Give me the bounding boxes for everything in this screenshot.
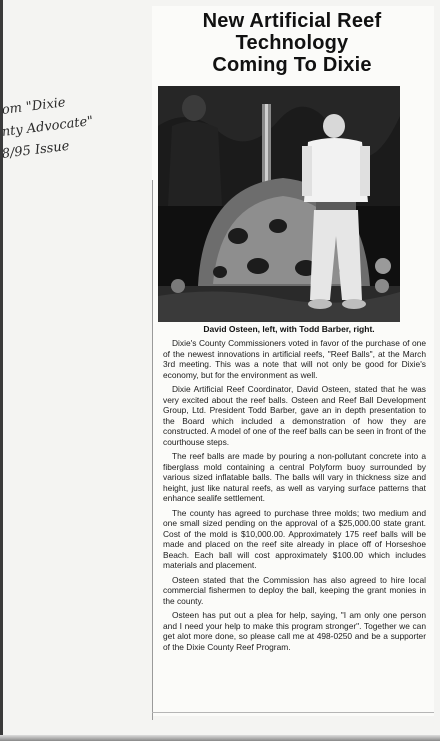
article-paragraph: Dixie's County Commissioners voted in favor of the purchase of one of the newest innovations in artificial reefs, "Reef Balls", at the March 3rd meeting. This was a note that will not only be good for Dixie's economy, but for the environment as well. xyxy=(163,338,426,380)
handwritten-line: om "Dixie xyxy=(1,95,67,118)
article-paragraph: The county has agreed to purchase three molds; two medium and one small sized pending on the approval of a $25,000.00 state grant. Cost of the mold is $10,000.00. Approximately 175 reef balls will be made and placed on the reef site already in place off of Horseshoe Beach. Each ball will cost approximately $100.00 which includes materials and placement. xyxy=(163,507,426,570)
handwritten-annotation xyxy=(0,95,150,166)
article-paragraph: Osteen has put out a plea for help, saying, "I am only one person and I need your help to make this program stronger". Together we can get alot more done, so please call me at 498-0250 and be a supporter of the Dixie County Reef Program. xyxy=(163,610,426,652)
headline-line: New Artificial Reef xyxy=(202,10,382,32)
handwritten-line: nty Advocate" xyxy=(1,113,95,140)
clipping-edge xyxy=(152,180,153,720)
photo-illustration xyxy=(158,86,400,322)
clipping-edge xyxy=(152,712,434,713)
article-headline xyxy=(158,10,426,76)
article-paragraph: Osteen stated that the Commission has also agreed to hire local commercial fishermen to deploy the ball, keeping the grant monies in the county. xyxy=(163,574,426,606)
photo-caption: David Osteen, left, with Todd Barber, right. xyxy=(203,324,375,334)
article-paragraph: Dixie Artificial Reef Coordinator, David Osteen, stated that he was very excited about the reef balls. Osteen and Reef Ball Development Group, Ltd. President Todd Barber, gave an in depth presentation to the Board which included a demonstration of how they are constructed. A model of one of the reef balls can be seen in front of the courthouse steps. xyxy=(163,384,426,447)
reef-ball-photo xyxy=(158,86,400,322)
headline-line: Technology xyxy=(235,32,349,54)
page-edge xyxy=(0,735,440,741)
headline-line: Coming To Dixie xyxy=(212,54,372,76)
handwritten-line: 8/95 Issue xyxy=(1,138,71,162)
article-paragraph: The reef balls are made by pouring a non-pollutant concrete into a fiberglass mold containing a central Polyform buoy surrounded by various sized inflatable balls. The balls will vary in thickness size and height, just like natural reefs, as well as varying surface patterns that enhance sealife settlement. xyxy=(163,451,426,503)
article-body xyxy=(163,338,426,656)
